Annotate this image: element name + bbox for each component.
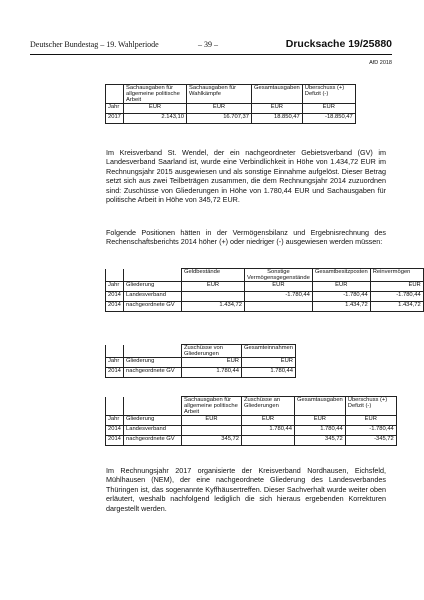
- table-cell: Landesverband: [124, 426, 182, 436]
- table-header-cell: Gesamteinnahmen: [242, 345, 296, 358]
- table-cell: nachgeordnete GV: [124, 368, 182, 378]
- table-2014-income: [105, 344, 296, 378]
- table-cell: Landesverband: [124, 292, 182, 302]
- paragraph-kyffhaeusertreffen: Im Rechnungsjahr 2017 organisierte der Kreisverband Nordhausen, Eichsfeld, Mühlhausen (NEM), der eine nachgeordnete Gliederung des Landesverbandes Thüringen ist, das sogenannte Kyffhäusertreffen. Dieser Sachverhalt wurde weiter oben erläutert, weshalb nachfolgend lediglich die sich hieraus ergebenden Korrekturen dargestellt werden.: [106, 466, 386, 513]
- table-cell: 2014: [106, 302, 124, 312]
- table-row: [106, 368, 296, 378]
- table-header-cell: Zuschüsse an Gliederungen: [242, 397, 295, 416]
- table-cell: 345,72: [295, 436, 346, 446]
- table-cell: nachgeordnete GV: [124, 302, 182, 312]
- table-empty-cell: [124, 397, 182, 416]
- table-unit-cell: EUR: [370, 282, 423, 292]
- table-header-cell: Sachausgaben für allgemeine politische Arbeit: [182, 397, 242, 416]
- party-label: AfD 2018: [369, 60, 392, 66]
- table-cell: -345,72: [345, 436, 396, 446]
- table-cell: [182, 426, 242, 436]
- table-cell: 2.143,10: [124, 114, 187, 124]
- document-number: Drucksache 19/25880: [285, 38, 392, 50]
- table-2017-expenses: [105, 84, 356, 124]
- page-header: [30, 40, 392, 54]
- header-rule: [30, 54, 392, 55]
- table-cell: -1.780,44: [245, 292, 313, 302]
- table-unit-cell: EUR: [295, 416, 346, 426]
- table-row: [106, 436, 397, 446]
- table-empty-cell: [106, 345, 124, 358]
- table-unit-cell: Jahr: [106, 358, 124, 368]
- paragraph-positions: Folgende Positionen hätten in der Vermögensbilanz und Ergebnisrechnung des Rechenschaftsberichts 2014 höher (+) oder niedriger (-) ausgewiesen werden müssen:: [106, 228, 386, 247]
- table-cell: 2017: [106, 114, 124, 124]
- table-unit-cell: EUR: [345, 416, 396, 426]
- table-cell: 2014: [106, 292, 124, 302]
- table-header-cell: [106, 85, 124, 104]
- table-cell: nachgeordnete GV: [124, 436, 182, 446]
- table-cell: -1.780,44: [370, 292, 423, 302]
- table-unit-cell: EUR: [242, 416, 295, 426]
- table-unit-cell: EUR: [242, 358, 296, 368]
- table-row: [106, 302, 424, 312]
- table-row: [106, 426, 397, 436]
- table-cell: 1.780,44: [242, 368, 296, 378]
- table-cell: 1.434,72: [182, 302, 245, 312]
- table-2014-expenses: [105, 396, 397, 446]
- table-header-cell: Sonstige Vermögensgegenstände: [245, 269, 313, 282]
- table-unit-cell: EUR: [124, 104, 187, 114]
- table-cell: 1.434,72: [370, 302, 423, 312]
- table-cell: -1.780,44: [345, 426, 396, 436]
- table-header-cell: Zuschüsse von Gliederungen: [182, 345, 242, 358]
- table-unit-cell: Jahr: [106, 104, 124, 114]
- table-unit-cell: EUR: [312, 282, 370, 292]
- table-unit-cell: EUR: [245, 282, 313, 292]
- table-cell: 16.707,37: [187, 114, 252, 124]
- table-unit-cell: EUR: [302, 104, 355, 114]
- table-cell: 2014: [106, 436, 124, 446]
- table-row: [106, 292, 424, 302]
- table-cell: 1.780,44: [182, 368, 242, 378]
- table-cell: 18.850,47: [252, 114, 303, 124]
- table-cell: 1.434,72: [312, 302, 370, 312]
- table-unit-cell: EUR: [182, 358, 242, 368]
- table-empty-cell: [124, 345, 182, 358]
- table-cell: [182, 292, 245, 302]
- table-header-cell: Reinvermögen: [370, 269, 423, 282]
- table-unit-cell: Gliederung: [124, 282, 182, 292]
- table-row: [106, 114, 356, 124]
- table-unit-cell: EUR: [182, 416, 242, 426]
- table-unit-cell: Jahr: [106, 416, 124, 426]
- table-cell: 1.780,44: [242, 426, 295, 436]
- table-unit-cell: Jahr: [106, 282, 124, 292]
- table-header-cell: Überschuss (+) Defizit (-): [345, 397, 396, 416]
- table-empty-cell: [124, 269, 182, 282]
- paragraph-st-wendel: Im Kreisverband St. Wendel, der ein nachgeordneter Gebietsverband (GV) im Landesverband Saarland ist, wurde eine Verbindlichkeit in Höhe von 1.434,72 EUR im Rechnungsjahr 2015 ausgewiesen und als sonstige Einnahme aufgelöst. Dieser Betrag setzt sich aus zwei Teilbeträgen zusammen, die dem Rechnungsjahr 2014 zuzuordnen sind: Zuschüsse von Gliederungen in Höhe von 1.780,44 EUR und Sachausgaben für politische Arbeit in Höhe von 345,72 EUR.: [106, 148, 386, 205]
- page-number: – 39 –: [198, 40, 218, 49]
- table-cell: 2014: [106, 426, 124, 436]
- table-unit-cell: Gliederung: [124, 416, 182, 426]
- table-cell: 345,72: [182, 436, 242, 446]
- table-header-cell: Gesamtbesitzposten: [312, 269, 370, 282]
- table-cell: 1.780,44: [295, 426, 346, 436]
- table-cell: [245, 302, 313, 312]
- table-header-cell: Überschuss (+) Defizit (-): [302, 85, 355, 104]
- table-cell: [242, 436, 295, 446]
- table-header-cell: Geldbestände: [182, 269, 245, 282]
- table-unit-cell: EUR: [187, 104, 252, 114]
- table-cell: -18.850,47: [302, 114, 355, 124]
- table-header-cell: Gesamtausgaben: [295, 397, 346, 416]
- table-unit-cell: EUR: [182, 282, 245, 292]
- table-empty-cell: [106, 269, 124, 282]
- table-unit-cell: Gliederung: [124, 358, 182, 368]
- table-empty-cell: [106, 397, 124, 416]
- table-cell: -1.780,44: [312, 292, 370, 302]
- table-cell: 2014: [106, 368, 124, 378]
- table-2014-balance: [105, 268, 424, 312]
- table-header-cell: Sachausgaben für allgemeine politische Arbeit: [124, 85, 187, 104]
- table-header-cell: Gesamtausgaben: [252, 85, 303, 104]
- table-unit-cell: EUR: [252, 104, 303, 114]
- table-header-cell: Sachausgaben für Wahlkämpfe: [187, 85, 252, 104]
- header-left: Deutscher Bundestag – 19. Wahlperiode: [30, 40, 159, 49]
